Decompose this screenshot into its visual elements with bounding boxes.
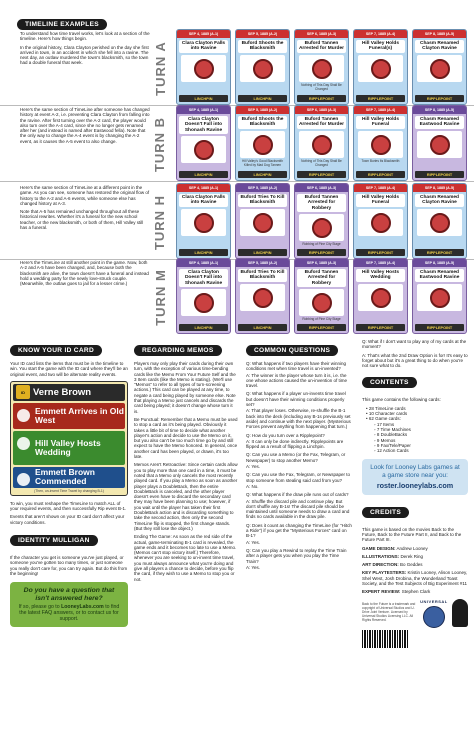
question: Q: What happens if the draw pile runs out of cards? (246, 492, 349, 498)
turn-description: Here's the same section of TimeLine at a different point in the game. As you can see, someone has restored the original flow of history to the A-2 and A-6 events, while someone else has changed history at A-3. Note that A-5 has remained unchanged throughout all these historical rewrites. Whether it's a funeral for the new school teacher, or the new blacksmith, or both of them, Hill Valley still has a funeral. (20, 185, 150, 231)
turn-label: TURN M (152, 268, 168, 326)
memos-body: Players may only play their cards during their own turn, with the exception of various time-bending cards like the Memo From Your Future Self and the 3 Item cards (like the Memo is stating). (We'll use "Memos" to refer to all types of turn-screening actions.) This card can be played at any time, to negate a card being played by someone else. Note that playing a Memo just cancels and discards the card being played; it doesn't change whose turn it is. Be Punctual: Remember that a Memo must be used to stop a card as it's being played. Obviously it takes a little bit of time to decide what another player's action and decide to use the Memo on it, but you also can't be too much time go by and still expect to have the Memo honored. In general, once another card has been played, or drawn, it's too late. Memos Aren't Retroactive: Since certain cards allow you to play more than one card in a time, it must be noted that a Memo only cancels the most recently played card. If you play a Memo as soon as another player plays a DoubleBack, then the entire DoubleBack is canceled, and the other player doesn't even have to discard the secondary card they may have been planning to use; however, if you wait until the player has taken their first DoubleBack action and is discarding something to take the second action, then only the second TimeLine flip is stopped, the first change stands. (But they still lose the object.) Ending The Game: As soon as the red side of the actual, game-terminating B-1 card is revealed, the game ends and it becomes too late to use a Memo. (Memos can't stop victory itself.) Therefore, whenever you are seeking to un-invent time travel, you must always announce what you're doing and give all players a chance to decide, before you flip the card, if they wish to use a Memo to stop you or not. (134, 361, 238, 582)
answer: A: Yes. (246, 564, 261, 570)
timeline-card (294, 258, 349, 334)
card-date: SEP 8, 1885 (A-5) (413, 106, 466, 114)
card-title: Clara Clayton Doesn't Fall into Shonash Ravine (179, 269, 228, 287)
card-type: LINCHPIN (179, 249, 228, 256)
card-date: SEP 8, 1885 (A-5) (413, 259, 466, 267)
memos-header: REGARDING MEMOS (134, 345, 222, 356)
card-art (181, 289, 226, 316)
contents-item: • 28 TimeLine cards (366, 405, 406, 411)
credits-body: This game is based on the movies Back to the Future, Back to the Future Part II, and Back to the Future Part III. GAME DESIGN: Andrew Looney ILLUSTRATIONS: Derek Ring ART DIRECTION: Bo Geddes KEY PLAYTESTERS: Kristin Looney, Alison Looney, Shel West, Josh Drobina, the Wunderland Toast Society, and the Test Subjects of Big Experiment #11 EXPERT REVIEW: Stephen Clark (362, 526, 468, 595)
contents-subitem: ◦ 8 DoubleBacks (374, 432, 408, 438)
timeline-card (353, 183, 408, 259)
event-icon (312, 135, 332, 155)
common-questions-header: COMMON QUESTIONS (246, 345, 338, 356)
question: Q: What happens if a player un-invents time travel but doesn't have their winning conditions properly set? (246, 391, 346, 408)
event-icon (312, 218, 332, 238)
event-icon (253, 213, 273, 233)
contents-item: • 10 Character cards (366, 411, 408, 417)
legal-text: Back to the Future is a trademark and copyright of Universal Studios and U-Drive Joint Venture. Licensed by Universal Studios Licensing LLC. All Rights Reserved. (362, 602, 416, 622)
card-date: SEP 6, 1885 (A-3) (295, 259, 348, 267)
card-title: Hill Valley Hosts Wedding (356, 269, 405, 282)
timeline-card (353, 105, 408, 181)
card-title: Hill Valley Holds Funeral(s) (356, 40, 405, 53)
card-art (181, 136, 226, 163)
turn-description: Here's the same section of TimeLine after someone has changed history at event A-2, i.e. preventing Clara Clayton from falling into the ravine. After first turning over the A-2 card, the player would also turn over the A-4 card, since she no longer gets renamed after her (and instead is named after Eastwood fella). Note that the only way to change the A-4 event is by changing the A-2 event, as it causes the A-5 event to also change. (20, 107, 150, 144)
timeline-card (412, 183, 467, 259)
timeline-card (235, 183, 290, 259)
medal-icon (17, 473, 30, 486)
timeline-card (176, 183, 231, 259)
card-title: Chasm Renamed Clayton Ravine (415, 40, 464, 53)
contents-subitem: ◦ 17 Items (374, 421, 395, 427)
turn-row (0, 181, 474, 261)
rings-icon (17, 437, 30, 450)
card-title: Hill Valley Holds Funeral (356, 116, 405, 129)
event-icon (371, 135, 391, 155)
card-type: LINCHPIN (179, 95, 228, 102)
card-art (240, 131, 285, 158)
card-type: LINCHPIN (238, 95, 287, 102)
id-card-after: To win, you must reshape the TimeLine to match ALL of your required events, and then successfully Rip event B-1. Events that aren't shown on your ID card don't affect your victory conditions. (10, 500, 127, 525)
card-art (417, 55, 462, 82)
turn-description: Here's the TimeLine at still another point in the game. Now, both A-2 and A-5 have been changed, and, because both the blacksmith are alive, the town doesn't have a funeral and instead hold a wedding party for the newly love-struck couple. (Meanwhile, the outlaw goes to jail for a lesser crime.) (20, 260, 149, 287)
draw-option-qa: Q: What if I don't want to play any of my cards at the moment? A: That's what the 2nd Draw Option is for! It's easy to forget about but it's a great thing to do when you're not sure what to do. (362, 339, 468, 369)
contents-list: This game contains the following cards: • 28 TimeLine cards • 10 Character cards • 62 Game cards: ◦ 17 Items ◦ 7 Time Machines ◦ 8 DoubleBacks ◦ 9 Memos ◦ 9 Fax/Tele/Paper ◦ 12 Action Cards (362, 397, 468, 453)
card-type: LINCHPIN (238, 171, 287, 178)
timeline-cards (176, 29, 472, 107)
answer: A: The winner is the player whose turn it is, i.e. the one whose actions caused the un-invention of time travel. (246, 372, 348, 389)
turn-label: TURN H (152, 194, 168, 250)
card-art (181, 209, 226, 236)
card-art (299, 289, 344, 316)
card-title: Clara Clayton Falls into Ravine (179, 40, 228, 53)
store-finder-box (362, 459, 468, 494)
card-type: RIPPLEPOINT (356, 95, 405, 102)
timeline-card (353, 29, 408, 105)
card-date: SEP 5, 1885 (A-2) (236, 30, 289, 38)
card-date: SEP 8, 1885 (A-5) (413, 184, 466, 192)
card-art (417, 209, 462, 236)
answer: A: Shuffle the discard pile and continue play. But don't shuffle any B-1s! The discard pile should be maintained until someone needs to draw a card and finds no cards available in the draw pile. (246, 498, 350, 520)
event-icon (194, 293, 214, 313)
card-title: Buford Tannen Arrested for Robbery (297, 269, 346, 287)
id-card-header: KNOW YOUR ID CARD (10, 345, 102, 356)
event-icon (312, 59, 332, 79)
card-art (181, 55, 226, 82)
id-requirement-1: Emmett Arrives in Old West (13, 403, 125, 429)
card-art (299, 131, 344, 158)
id-badge: ID (16, 385, 30, 399)
card-title: Chasm Renamed Eastwood Ravine (415, 269, 464, 282)
card-title: Hill Valley Holds Funeral (356, 194, 405, 207)
timeline-cards (176, 258, 472, 336)
card-title: Buford Shoots the Blacksmith (238, 40, 287, 53)
card-subtitle: Town Buries Its Blacksmith (361, 159, 400, 163)
event-icon (371, 213, 391, 233)
card-subtitle: Robbing of Pine City Stage (302, 317, 341, 322)
turn-row (0, 27, 474, 107)
barcode-icon (362, 630, 408, 648)
card-type: LINCHPIN (238, 249, 287, 256)
card-art (358, 131, 403, 158)
card-date: SEP 6, 1885 (A-3) (295, 106, 348, 114)
event-icon (253, 135, 273, 155)
question: Q: Can you use a Memo (or the Fax, Telegram, or Newspaper) to stop another Memo? (246, 452, 346, 463)
card-date: SEP 8, 1885 (A-5) (413, 30, 466, 38)
turn-row (0, 103, 474, 183)
timeline-card (235, 105, 290, 181)
card-type: RIPPLEPOINT (356, 171, 405, 178)
event-icon (430, 135, 450, 155)
turn-description: To understand how time travel works, let's look at a section of the timeline. Here's how things begin. In the original history, Clara Clayton perished on the day she first arrived in town, in an accident in which she fell into a ravine. The next day, an outlaw murdered the town's blacksmith, so the town had a double funeral that week. (20, 31, 150, 66)
contents-subitem: ◦ 9 Fax/Tele/Paper (374, 442, 411, 448)
card-type: RIPPLEPOINT (356, 324, 405, 331)
event-icon (312, 293, 332, 313)
card-date: SEP 4, 1885 (A-1) (177, 184, 230, 192)
card-type: RIPPLEPOINT (297, 95, 346, 102)
card-type: RIPPLEPOINT (297, 324, 346, 331)
timeline-card (294, 183, 349, 259)
card-art (358, 209, 403, 236)
event-icon (253, 288, 273, 308)
answer: A: Yes. (246, 539, 261, 545)
card-date: SEP 4, 1885 (A-1) (177, 106, 230, 114)
question: Q: Can you use the Fax, Telegram, or Newspaper to stop someone from stealing said card from you? (246, 472, 350, 483)
card-type: RIPPLEPOINT (415, 324, 464, 331)
mulligan-text: If the character you get is someone you've just played, or someone you've gotten too many times, or just someone you really don't care for, you can try again. But do this from the beginning! (10, 555, 128, 576)
card-type: RIPPLEPOINT (297, 249, 346, 256)
question: Q: Does it count as changing the TimeLine (for "Hitch a Ride") if you get the "Mysterious Forces" card on B-1? (246, 522, 352, 539)
card-art (240, 209, 285, 236)
event-icon (371, 288, 391, 308)
contents-item: • 62 Game cards: (366, 416, 401, 422)
card-title: Buford Tannen Arrested for Murder (298, 117, 345, 128)
timeline-card (412, 29, 467, 105)
character-name: Verne Brown (33, 386, 92, 398)
timeline-examples (0, 0, 474, 332)
logo-row (362, 599, 468, 628)
sample-id-card (10, 381, 128, 496)
card-date: SEP 7, 1885 (A-4) (354, 259, 407, 267)
timeline-card (294, 105, 349, 181)
id-requirement-2: Hill Valley Hosts Wedding (13, 431, 125, 465)
card-title: Chasm Renamed Eastwood Ravine (415, 116, 464, 129)
card-title: Chasm Renamed Clayton Ravine (415, 194, 464, 207)
card-date: SEP 5, 1885 (A-2) (236, 106, 289, 114)
card-art (358, 55, 403, 82)
id-card-caption: (Then, un-invent Time Travel by changing B-1) (34, 488, 104, 493)
timeline-card (176, 258, 231, 334)
card-title: Buford Tries To Kill Blacksmith (238, 194, 287, 207)
turn-row (0, 256, 474, 336)
card-art (417, 131, 462, 158)
card-type: LINCHPIN (179, 171, 228, 178)
card-date: SEP 7, 1885 (A-4) (354, 30, 407, 38)
timeline-card (235, 29, 290, 105)
card-art (299, 55, 344, 82)
support-link[interactable]: LooneyLabs.com (61, 604, 104, 611)
common-questions-list (246, 361, 352, 570)
timeline-card (412, 105, 467, 181)
timeline-card (412, 258, 467, 334)
card-date: SEP 4, 1885 (A-1) (177, 30, 230, 38)
card-title: Buford Tannen Arrested for Robbery (297, 194, 346, 212)
card-art (417, 284, 462, 311)
card-subtitle: Hill Valley's Good Blacksmith Killed by Mad Dog Tannen (242, 159, 283, 167)
card-subtitle: Nothing of This Day Shall Be Changed (301, 83, 342, 91)
event-icon (430, 288, 450, 308)
answer: A: That player loses. Otherwise, re-shuffle the B-1 back into the deck (including any B-1s previously set aside) and continue with the next player. (Mysterious Forces prevent anything from happening that turn.) (246, 408, 351, 430)
card-type: LINCHPIN (238, 324, 287, 331)
card-title: Buford Shoots the Blacksmith (238, 116, 287, 129)
card-art (240, 55, 285, 82)
card-type: RIPPLEPOINT (415, 171, 464, 178)
card-art (240, 284, 285, 311)
card-type: LINCHPIN (179, 324, 228, 331)
card-date: SEP 5, 1885 (A-2) (236, 259, 289, 267)
store-finder-link[interactable]: roster.looneylabs.com (376, 480, 454, 490)
event-icon (371, 59, 391, 79)
id-card-section (10, 339, 128, 627)
card-art (358, 284, 403, 311)
contents-header: CONTENTS (362, 377, 417, 388)
right-column (362, 339, 468, 648)
looney-labs-logo-icon (452, 599, 468, 627)
card-date: SEP 6, 1885 (A-3) (295, 184, 348, 192)
card-date: SEP 7, 1885 (A-4) (354, 106, 407, 114)
help-answer: If so, please go to LooneyLabs.com to find the latest FAQ answers, or to contact us for support. (18, 604, 120, 623)
event-icon (253, 59, 273, 79)
event-icon (430, 213, 450, 233)
event-icon (194, 213, 214, 233)
store-finder-text: Look for Looney Labs games at a game store near you: (370, 464, 460, 480)
event-icon (194, 140, 214, 160)
help-question: Do you have a question that isn't answered here? (23, 587, 115, 602)
contents-subitem: ◦ 12 Action Cards (374, 448, 409, 454)
card-art (299, 214, 344, 241)
card-subtitle: Nothing of This Day Shall Be Changed (301, 159, 342, 167)
timeline-cards (176, 105, 472, 183)
card-subtitle: Robbing of Pine City Stage (302, 242, 341, 247)
id-card-intro: Your ID card lists the items that must be in the timeline to win. You start the game with the ID card where they'll be an original event, and two will be alternate reality events. (10, 361, 128, 377)
id-requirement-3: Emmett Brown Commended (13, 467, 125, 488)
card-type: RIPPLEPOINT (356, 249, 405, 256)
question: Q: Can you play a Rewind to replay the Time Train after a player gets you when you play the Time Train? (246, 547, 347, 564)
card-type: RIPPLEPOINT (415, 95, 464, 102)
card-title: Buford Tannen Arrested for Murder (298, 41, 345, 52)
timeline-card (176, 29, 231, 105)
card-date: SEP 6, 1885 (A-3) (295, 30, 348, 38)
timeline-card (294, 29, 349, 105)
question: Q: How do you turn over a Ripplepoint? (246, 432, 325, 438)
turn-label: TURN B (152, 116, 168, 172)
card-title: Clara Clayton Doesn't Fall into Shonash Ravine (179, 116, 228, 134)
memos-section (134, 339, 238, 585)
clock-icon (17, 409, 30, 422)
common-questions-section (246, 339, 352, 573)
globe-logo-icon (423, 606, 445, 628)
universal-wordmark: UNIVERSAL (420, 598, 448, 604)
help-box (10, 582, 128, 627)
card-date: SEP 5, 1885 (A-2) (236, 184, 289, 192)
card-date: SEP 4, 1885 (A-1) (177, 259, 230, 267)
answer: A: No. (246, 483, 259, 489)
contents-subitem: ◦ 7 Time Machines (374, 426, 411, 432)
event-icon (430, 59, 450, 79)
card-date: SEP 7, 1885 (A-4) (354, 184, 407, 192)
mulligan-header: IDENTITY MULLIGAN (10, 535, 98, 546)
question: Q: What happens if two players have their winning conditions met when time travel is un-invented? (246, 361, 347, 372)
card-type: RIPPLEPOINT (297, 171, 346, 178)
timeline-card (235, 258, 290, 334)
answer: A: Yes. (246, 464, 261, 470)
timeline-card (353, 258, 408, 334)
credits-header: CREDITS (362, 507, 409, 518)
event-icon (194, 59, 214, 79)
card-title: Clara Clayton Falls into Ravine (179, 194, 228, 207)
turn-label: TURN A (152, 40, 168, 96)
timeline-cards (176, 183, 472, 261)
contents-subitem: ◦ 9 Memos (374, 437, 396, 443)
timeline-examples-header: TIMELINE EXAMPLES (17, 19, 107, 30)
card-type: RIPPLEPOINT (415, 249, 464, 256)
timeline-card (176, 105, 231, 181)
card-title: Buford Tries To Kill Blacksmith (238, 269, 287, 282)
answer: A: It can only be done indirectly. Ripplepoints are flipped as a result of flipping a Linchpin. (246, 438, 344, 450)
